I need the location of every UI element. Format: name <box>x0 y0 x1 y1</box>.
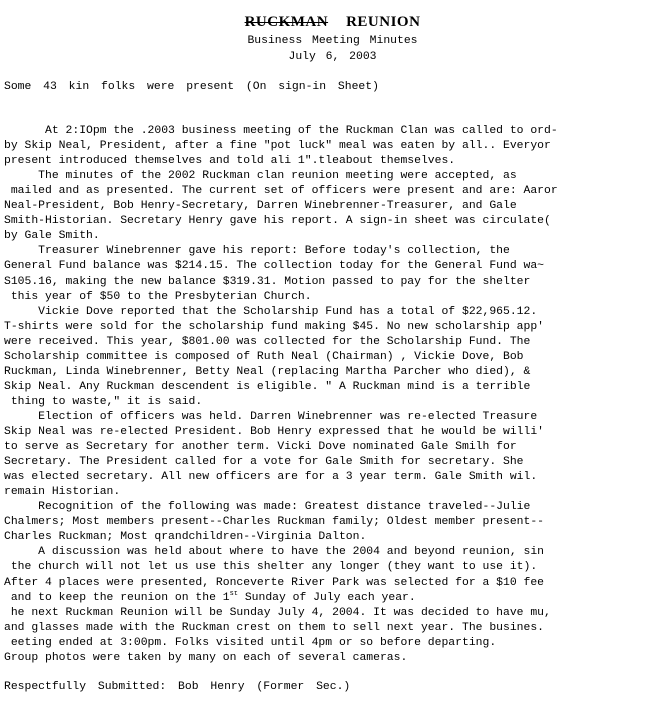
text-line: eeting ended at 3:00pm. Folks visited until 4pm or so before departing. <box>4 636 497 649</box>
text-line: the church will not let us use this shelter any longer (they want to use it). <box>4 561 538 574</box>
document-title <box>0 14 665 31</box>
ordinal-suffix: st <box>229 590 238 598</box>
text-line: were received. This year, $801.00 was collected for the Scholarship Fund. The <box>4 335 531 348</box>
text-line: Secretary. The President called for a vote for Gale Smith for secretary. She <box>4 456 524 469</box>
text-line: General Fund balance was $214.15. The collection today for the General Fund wa~ <box>4 260 545 273</box>
closing-signature: Respectfully Submitted: Bob Henry (Former Sec.) <box>4 681 351 693</box>
reunion-date-line <box>4 591 661 606</box>
text-line: Neal-President, Bob Henry-Secretary, Darren Winebrenner-Treasurer, and Gale <box>4 200 517 213</box>
text-line: At 2:IOpm the .2003 business meeting of the Ruckman Clan was called to ord- <box>4 125 558 137</box>
text-line: present introduced themselves and told ali 1".tleabout themselves. <box>4 155 456 168</box>
text-line: to serve as Secretary for another term. Vicki Dove nominated Gale Smilh for <box>4 441 517 454</box>
text-line: and glasses made with the Ruckman crest on them to sell next year. The busines. <box>4 621 545 634</box>
text-line: The minutes of the 2002 Ruckman clan reunion meeting were accepted, as <box>4 170 517 183</box>
title-reunion: REUNION <box>346 14 421 30</box>
text-line: by Gale Smith. <box>4 230 100 243</box>
text-line: this year of $50 to the Presbyterian Church. <box>4 290 312 303</box>
text-line: T-shirts were sold for the scholarship fund making $45. No new scholarship app' <box>4 320 545 333</box>
title-ruckman: RUCKMAN <box>244 14 329 30</box>
text-line: Skip Neal. Any Ruckman descendent is eligible. " A Ruckman mind is a terrible <box>4 380 531 393</box>
text-line: Vickie Dove reported that the Scholarship Fund has a total of $22,965.12. <box>4 305 538 318</box>
text-line: Treasurer Winebrenner gave his report: Before today's collection, the <box>4 245 510 258</box>
text-line: Election of officers was held. Darren Winebrenner was re-elected Treasure <box>4 410 538 423</box>
text-line: A discussion was held about where to have the 2004 and beyond reunion, sin <box>4 546 545 559</box>
text-line: Ruckman, Linda Winebrenner, Betty Neal (replacing Martha Parcher who died), & <box>4 365 531 378</box>
text-line: Scholarship committee is composed of Ruth Neal (Chairman) , Vickie Dove, Bob <box>4 350 524 363</box>
text-line: Chalmers; Most members present--Charles Ruckman family; Oldest member present-- <box>4 516 545 529</box>
document-subtitle: Business Meeting Minutes <box>247 35 418 47</box>
text-line: Charles Ruckman; Most qrandchildren--Virginia Dalton. <box>4 531 367 544</box>
document-date: July 6, 2003 <box>288 51 377 63</box>
text-line: Recognition of the following was made: Greatest distance traveled--Julie <box>4 501 531 514</box>
text-line: S105.16, making the new balance $319.31. Motion passed to pay for the shelter <box>4 275 531 288</box>
text-line: was elected secretary. All new officers are for a 3 year term. Gale Smith wil. <box>4 471 538 484</box>
reunion-line-text: and to keep the reunion on the 1 <box>4 591 230 604</box>
text-line: remain Historian. <box>4 486 121 499</box>
text-line: thing to waste," it is said. <box>4 395 203 408</box>
text-line: he next Ruckman Reunion will be Sunday July 4, 2004. It was decided to have mu, <box>4 606 551 619</box>
text-line: Group photos were taken by many on each of several cameras. <box>4 651 408 664</box>
text-line: mailed and as presented. The current set of officers were present and are: Aaror <box>4 185 558 198</box>
text-line: Smith-Historian. Secretary Henry gave his report. A sign-in sheet was circulate( <box>4 215 551 228</box>
text-line: Skip Neal was re-elected President. Bob Henry expressed that he would be willi' <box>4 426 545 438</box>
reunion-line-text-end: Sunday of July each year. <box>237 591 416 604</box>
text-line: by Skip Neal, President, after a fine "pot luck" meal was eaten by all.. Everyor <box>4 140 551 153</box>
attendance-line: Some 43 kin folks were present (On sign-in Sheet) <box>4 81 379 93</box>
text-line: After 4 places were presented, Ronceverte River Park was selected for a $10 fee <box>4 576 545 589</box>
